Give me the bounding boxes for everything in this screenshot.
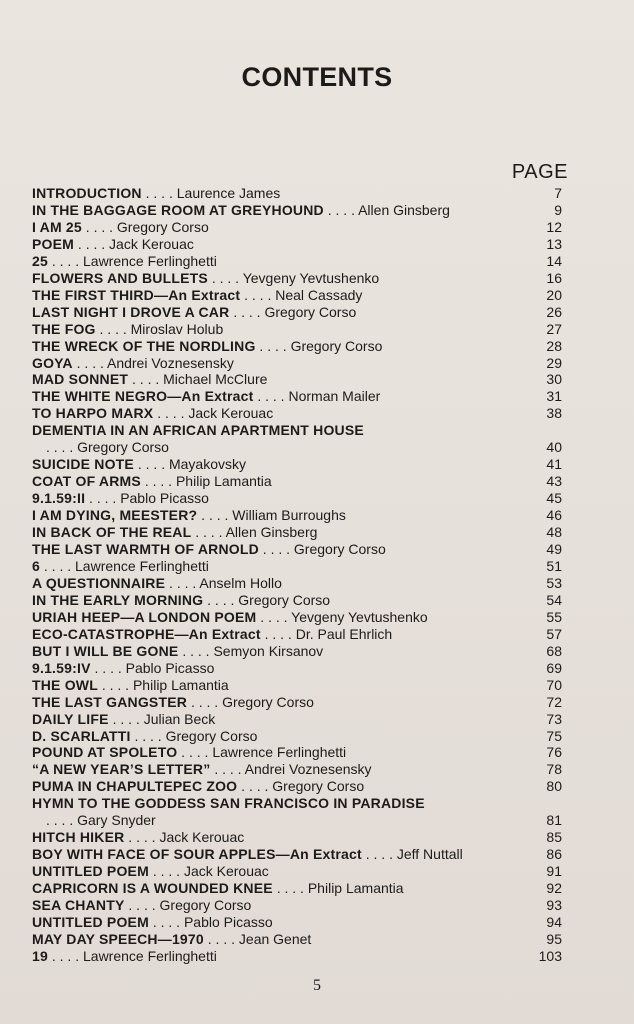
entry-title: THE WHITE NEGRO—An Extract [32,388,254,405]
entry-title: THE OWL [32,676,98,693]
entry-page-number: 80 [546,778,562,795]
entry-author: Lawrence Ferlinghetti [83,252,217,269]
toc-entry [32,456,562,473]
toc-entry [32,863,562,880]
entry-title: IN THE EARLY MORNING [32,591,204,608]
entry-leader-dots: . . . . [72,354,107,371]
toc-entry [32,388,562,405]
entry-author: Julian Beck [143,710,216,727]
entry-page-number: 7 [554,185,562,201]
entry-leader-dots: . . . . [191,524,226,541]
entry-page-number: 55 [546,608,562,625]
toc-entry [32,914,562,931]
entry-title: DAILY LIFE [32,710,109,727]
entry-page-number: 13 [546,235,562,252]
entry-title: ECO-CATASTROPHE—An Extract [32,625,261,642]
entry-page-number: 76 [546,744,562,761]
toc-entry [32,694,562,711]
entry-leader-dots: . . . . [148,863,184,880]
toc-entry [32,761,562,778]
entry-page-number: 30 [546,371,562,388]
entry-author: Yevgeny Yevtushenko [291,608,428,625]
entry-title: I AM DYING, MEESTER? [32,507,198,524]
entry-page-number: 86 [546,846,562,863]
entry-leader-dots: . . . . [203,591,239,608]
entry-leader-dots: . . . . [141,185,177,201]
entry-title: CAPRICORN IS A WOUNDED KNEE [32,880,273,897]
toc-entry [32,931,562,948]
entry-page-number: 95 [546,930,562,947]
entry-author: Gregory Corso [238,591,331,608]
entry-leader-dots: . . . . [47,252,83,269]
entry-leader-dots: . . . . [210,761,245,778]
entry-page-number: 38 [546,405,562,422]
entry-title: POEM [32,235,75,252]
entry-page-number: 54 [546,591,562,608]
entry-title: I AM 25 [32,218,82,235]
entry-leader-dots: . . . . [178,642,214,659]
entry-author: Anselm Hollo [199,574,282,591]
entry-author: Gary Snyder [77,812,156,829]
entry-leader-dots: . . . . [46,812,78,829]
toc-entry [32,202,562,219]
entry-leader-dots: . . . . [124,829,160,846]
entry-leader-dots: . . . . [187,693,223,710]
entry-page-number: 72 [546,693,562,710]
toc-entry [32,541,562,558]
toc-entry [32,897,562,914]
entry-page-number: 103 [538,947,562,964]
entry-author: Semyon Kirsanov [213,642,324,659]
entry-author: Philip Lamantia [132,676,229,693]
entry-title: INTRODUCTION [32,185,142,201]
toc-entry [32,948,562,965]
entry-leader-dots: . . . . [133,456,169,473]
entry-page-number: 92 [546,880,562,897]
entry-leader-dots: . . . . [323,201,359,218]
entry-title: THE LAST WARMTH OF ARNOLD [32,541,259,558]
entry-title: URIAH HEEP—A LONDON POEM [32,608,257,625]
entry-page-number: 78 [546,761,562,778]
toc-entry [32,355,562,372]
entry-author: Philip Lamantia [175,473,272,490]
entry-title: 19 [32,947,48,964]
entry-author: Pablo Picasso [183,913,273,930]
toc-entry [32,728,562,745]
entry-author: Dr. Paul Ehrlich [295,625,393,642]
entry-title: THE LAST GANGSTER [32,693,188,710]
entry-page-number: 29 [546,354,562,371]
entry-author: Miroslav Holub [130,320,224,337]
entry-title: THE FOG [32,320,96,337]
entry-page-number: 73 [546,710,562,727]
toc-entry [32,219,562,236]
entry-page-number: 12 [546,218,562,235]
entry-page-number: 45 [546,490,562,507]
toc-entry [32,338,562,355]
toc-entry [32,371,562,388]
entry-page-number: 14 [546,252,562,269]
entry-author: Gregory Corso [116,218,209,235]
entry-page-number: 81 [546,812,562,829]
entry-leader-dots: . . . . [97,676,133,693]
entry-title: THE WRECK OF THE NORDLING [32,337,256,354]
entry-page-number: 46 [546,507,562,524]
entry-author: William Burroughs [232,507,346,524]
entry-leader-dots: . . . . [229,303,265,320]
toc-entry [32,575,562,592]
toc-entry [32,643,562,660]
entry-leader-dots: . . . . [258,541,294,558]
entry-author: Jack Kerouac [183,863,269,880]
entry-page-number: 20 [546,286,562,303]
toc-entry [32,304,562,321]
entry-title: MAD SONNET [32,371,129,388]
entry-title: FLOWERS AND BULLETS [32,269,208,286]
entry-author: Jeff Nuttall [396,846,463,863]
toc-entry [32,473,562,490]
entry-page-number: 91 [546,863,562,880]
entry-author: Laurence James [176,185,281,201]
entry-leader-dots: . . . . [124,897,160,914]
entry-leader-dots: . . . . [237,778,273,795]
entry-title: DEMENTIA IN AN AFRICAN APARTMENT HOUSE [32,422,364,439]
toc-entry [32,660,562,677]
toc-entry [32,558,562,575]
toc-entry [32,626,562,643]
entry-leader-dots: . . . . [177,744,213,761]
toc-entry [32,507,562,524]
entry-title: GOYA [32,354,73,371]
entry-title: SEA CHANTY [32,897,125,914]
entry-page-number: 48 [546,524,562,541]
toc-entry [32,609,562,626]
entry-author: Gregory Corso [290,337,383,354]
entry-title: A QUESTIONNAIRE [32,574,166,591]
entry-leader-dots: . . . . [256,608,292,625]
entry-title: 25 [32,252,48,269]
entry-page-number: 68 [546,642,562,659]
page-title: CONTENTS [241,62,393,92]
entry-leader-dots: . . . . [240,286,276,303]
entry-leader-dots: . . . . [255,337,291,354]
entry-title: IN BACK OF THE REAL [32,524,192,541]
entry-page-number: 26 [546,303,562,320]
entry-page-number: 41 [546,456,562,473]
entry-author: Allen Ginsberg [225,524,318,541]
entry-title: TO HARPO MARX [32,405,154,422]
entry-title: 6 [32,557,40,574]
toc-entry [32,524,562,541]
toc-entry [32,321,562,338]
entry-leader-dots: . . . . [47,947,83,964]
entry-title: THE FIRST THIRD—An Extract [32,286,241,303]
entry-page-number: 28 [546,337,562,354]
entry-leader-dots: . . . . [165,574,200,591]
toc-entry [32,253,562,270]
toc-entry [32,287,562,304]
toc-entry [32,711,562,728]
toc-entry [32,592,562,609]
entry-leader-dots: . . . . [108,710,144,727]
entry-leader-dots: . . . . [148,913,184,930]
toc-entry [32,829,562,846]
entry-leader-dots: . . . . [253,388,289,405]
entry-title: MAY DAY SPEECH—1970 [32,930,204,947]
entry-leader-dots: . . . . [197,507,233,524]
entry-page-number: 75 [546,727,562,744]
entry-title: BOY WITH FACE OF SOUR APPLES—An Extract [32,846,362,863]
entry-page-number: 57 [546,625,562,642]
entry-leader-dots: . . . . [203,930,239,947]
entry-page-number: 40 [546,439,562,456]
entry-leader-dots: . . . . [153,405,189,422]
toc-entry [32,846,562,863]
toc-entry [32,812,562,829]
contents-list [32,185,562,965]
entry-title: UNTITLED POEM [32,863,149,880]
entry-author: Jack Kerouac [188,405,274,422]
entry-page-number: 16 [546,269,562,286]
entry-author: Yevgeny Yevtushenko [242,269,380,286]
entry-author: Gregory Corso [222,693,314,710]
entry-leader-dots: . . . . [130,727,166,744]
entry-title: D. SCARLATTI [32,727,131,744]
entry-leader-dots: . . . . [361,846,397,863]
entry-leader-dots: . . . . [74,235,110,252]
entry-leader-dots: . . . . [272,880,308,897]
page-number: 5 [313,977,321,994]
entry-title: POUND AT SPOLETO [32,744,178,761]
entry-title: 9.1.59:IV [32,659,91,676]
entry-page-number: 85 [546,829,562,846]
entry-page-number: 31 [546,388,562,405]
entry-page-number: 70 [546,676,562,693]
toc-entry [32,677,562,694]
entry-author: Lawrence Ferlinghetti [83,947,217,964]
entry-author: Andrei Voznesensky [244,761,372,778]
entry-author: Philip Lamantia [307,880,404,897]
toc-entry [32,778,562,795]
entry-author: Jack Kerouac [159,829,245,846]
entry-author: Gregory Corso [293,541,386,558]
entry-leader-dots: . . . . [95,320,131,337]
toc-entry [32,270,562,287]
entry-author: Gregory Corso [77,439,169,456]
entry-leader-dots: . . . . [46,439,78,456]
entry-title: COAT OF ARMS [32,473,141,490]
entry-page-number: 53 [546,574,562,591]
entry-title: IN THE BAGGAGE ROOM AT GREYHOUND [32,201,324,218]
entry-author: Michael McClure [163,371,268,388]
entry-page-number: 94 [546,913,562,930]
entry-title: SUICIDE NOTE [32,456,134,473]
entry-title: 9.1.59:II [32,490,86,507]
entry-author: Lawrence Ferlinghetti [212,744,347,761]
toc-entry [32,439,562,456]
entry-leader-dots: . . . . [40,557,76,574]
entry-author: Gregory Corso [159,897,252,914]
entry-leader-dots: . . . . [90,659,126,676]
entry-leader-dots: . . . . [85,490,121,507]
entry-page-number: 9 [554,201,562,218]
entry-page-number: 93 [546,897,562,914]
entry-page-number: 43 [546,473,562,490]
entry-author: Neal Cassady [275,286,363,303]
entry-leader-dots: . . . . [207,269,243,286]
entry-title: PUMA IN CHAPULTEPEC ZOO [32,778,238,795]
entry-title: LAST NIGHT I DROVE A CAR [32,303,230,320]
entry-author: Pablo Picasso [120,490,209,507]
entry-author: Andrei Voznesensky [106,354,234,371]
entry-page-number: 51 [546,557,562,574]
toc-entry [32,744,562,761]
entry-author: Jean Genet [238,930,312,947]
entry-title: HITCH HIKER [32,829,125,846]
entry-author: Jack Kerouac [109,235,194,252]
toc-entry [32,236,562,253]
entry-title: UNTITLED POEM [32,913,149,930]
entry-title: BUT I WILL BE GONE [32,642,179,659]
toc-entry [32,405,562,422]
entry-author: Lawrence Ferlinghetti [75,557,209,574]
entry-page-number: 27 [546,320,562,337]
toc-entry [32,795,562,812]
entry-title: “A NEW YEAR’S LETTER” [32,761,211,778]
entry-author: Gregory Corso [264,303,357,320]
entry-page-number: 49 [546,541,562,558]
toc-entry [32,422,562,439]
entry-leader-dots: . . . . [260,625,296,642]
entry-author: Pablo Picasso [125,659,215,676]
entry-author: Mayakovsky [168,456,247,473]
entry-leader-dots: . . . . [81,218,117,235]
page-column-header: PAGE [511,161,568,183]
entry-author: Allen Ginsberg [358,201,450,218]
toc-entry [32,880,562,897]
entry-title: HYMN TO THE GODDESS SAN FRANCISCO IN PARADISE [32,795,425,812]
entry-page-number: 69 [546,659,562,676]
entry-leader-dots: . . . . [128,371,164,388]
entry-leader-dots: . . . . [140,473,176,490]
toc-entry [32,185,562,202]
entry-author: Gregory Corso [272,778,365,795]
entry-author: Norman Mailer [288,388,381,405]
toc-entry [32,490,562,507]
entry-author: Gregory Corso [165,727,258,744]
